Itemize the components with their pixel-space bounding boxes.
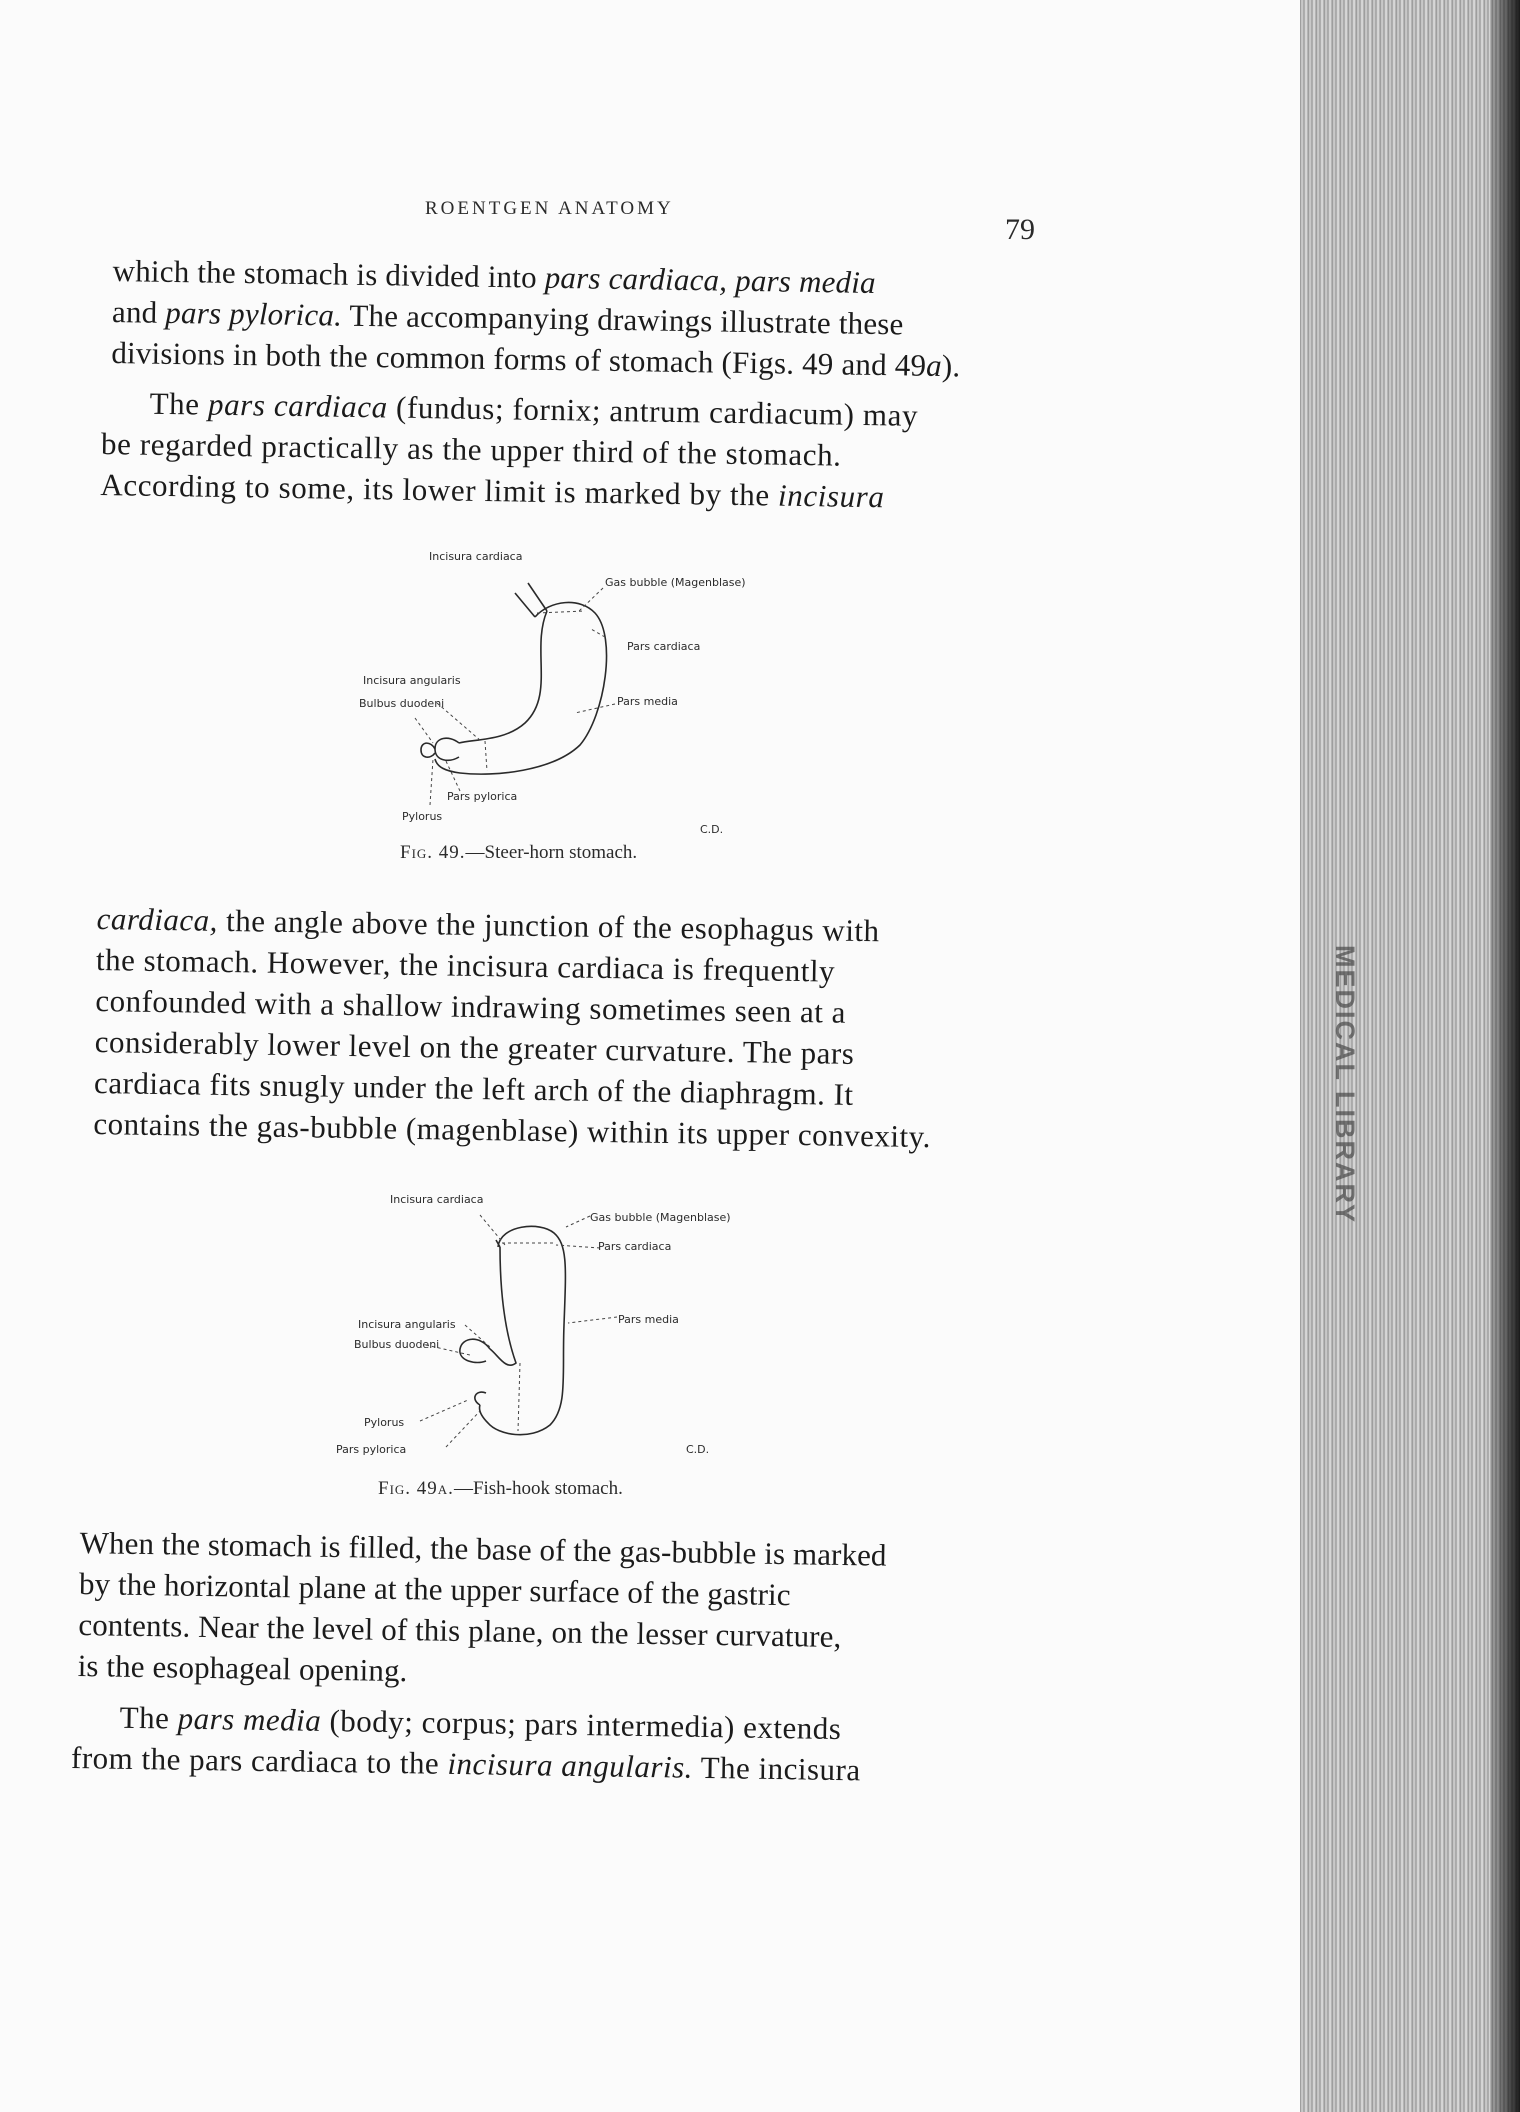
figure-49a-caption-text: —Fish-hook stomach. [453, 1478, 623, 1499]
figure-49-caption-text: —Steer-horn stomach. [465, 842, 638, 863]
fig49-initials: C.D. [700, 823, 724, 836]
paragraph2-line: be regarded practically as the upper third of the stomach. [100, 425, 842, 473]
italic-term: pars media [177, 1700, 322, 1738]
paragraph3-line: cardiaca fits snugly under the left arch of the diaphragm. It [93, 1064, 854, 1112]
paragraph3-line: the stomach. However, the incisura cardiaca is frequently [95, 941, 836, 989]
fig49-label-gas-bubble: Gas bubble (Magenblase) [605, 576, 746, 589]
italic-term: incisura [777, 477, 885, 515]
book-edge-shadow [1490, 0, 1520, 2112]
paragraph-3 [93, 898, 1027, 1159]
paragraph1-line: and pars pylorica. The accompanying drawings illustrate these [111, 293, 904, 342]
paragraph1-line: which the stomach is divided into pars cardiaca, pars media [112, 252, 877, 300]
fig49a-label-pylorus: Pylorus [364, 1416, 405, 1429]
figure-49-diagram [355, 545, 775, 855]
paragraph4-line: When the stomach is filled, the base of the gas-bubble is marked [79, 1524, 887, 1573]
paragraph3-line: cardiaca, the angle above the junction of the esophagus with [96, 900, 880, 949]
italic-term: a [925, 347, 943, 384]
italic-term: pars cardiaca, pars media [544, 259, 877, 300]
fig49a-label-pars-pylorica: Pars pylorica [336, 1443, 407, 1456]
paragraph3-line: confounded with a shallow indrawing sometimes seen at a [95, 982, 847, 1030]
fig49a-label-gas-bubble: Gas bubble (Magenblase) [590, 1211, 731, 1224]
figure-49-steer-horn-stomach [355, 545, 775, 855]
paragraph5-line: The pars media (body; corpus; pars intermedia) extends [119, 1699, 842, 1747]
fig49-label-pars-pylorica: Pars pylorica [447, 790, 518, 803]
page-number: 79 [1005, 213, 1035, 246]
fig49-label-pars-media: Pars media [617, 695, 678, 708]
fig49-label-pars-cardiaca: Pars cardiaca [627, 640, 701, 653]
fig49a-initials: C.D. [686, 1443, 710, 1456]
fig49a-label-bulbus-duodeni: Bulbus duodeni [354, 1338, 440, 1351]
fig49a-label-incisura-angularis: Incisura angularis [358, 1318, 456, 1331]
fig49a-label-pars-cardiaca: Pars cardiaca [598, 1240, 672, 1253]
paragraph-5 [71, 1696, 1002, 1793]
paragraph4-line: by the horizontal plane at the upper surface of the gastric [78, 1565, 791, 1613]
paragraph3-line: contains the gas-bubble (magenblase) within its upper convexity. [93, 1105, 932, 1155]
fig49-label-pylorus: Pylorus [402, 810, 443, 823]
paragraph2-line: According to some, its lower limit is marked by the incisura [100, 466, 885, 515]
italic-term: pars pylorica. [165, 294, 343, 333]
library-stamp: MEDICAL LIBRARY [1330, 945, 1360, 1224]
paragraph3-line: considerably lower level on the greater curvature. The pars [94, 1023, 855, 1071]
italic-term: cardiaca, [96, 900, 219, 938]
paragraph4-line: contents. Near the level of this plane, on the lesser curvature, [78, 1606, 842, 1654]
figure-49a-caption-label: Fig. 49a. [378, 1478, 454, 1499]
paragraph5-line: from the pars cardiaca to the incisura angularis. The incisura [70, 1739, 861, 1788]
fig49a-label-incisura-cardiaca: Incisura cardiaca [390, 1193, 484, 1206]
figure-49a-caption [378, 1478, 623, 1500]
paragraph1-line: divisions in both the common forms of stomach (Figs. 49 and 49a). [111, 334, 961, 384]
figure-49a-fish-hook-stomach [330, 1185, 750, 1470]
figure-49a-diagram [330, 1185, 750, 1470]
paragraph-1 [111, 250, 1033, 387]
figure-49-caption-label: Fig. 49. [400, 842, 466, 863]
fig49-label-incisura-angularis: Incisura angularis [363, 674, 461, 687]
paragraph2-line: The pars cardiaca (fundus; fornix; antrum cardiacum) may [149, 385, 919, 433]
fig49-label-bulbus-duodeni: Bulbus duodeni [359, 697, 445, 710]
paragraph4-line: is the esophageal opening. [77, 1647, 408, 1689]
paragraph-4 [77, 1522, 1009, 1701]
fig49-label-incisura-cardiaca: Incisura cardiaca [429, 550, 523, 563]
italic-term: pars cardiaca [207, 386, 389, 425]
fig49a-label-pars-media: Pars media [618, 1313, 679, 1326]
italic-term: incisura angularis. [447, 1745, 694, 1785]
running-head-title: ROENTGEN ANATOMY [425, 198, 674, 219]
paragraph-2 [100, 382, 1032, 520]
figure-49-caption [400, 842, 637, 864]
